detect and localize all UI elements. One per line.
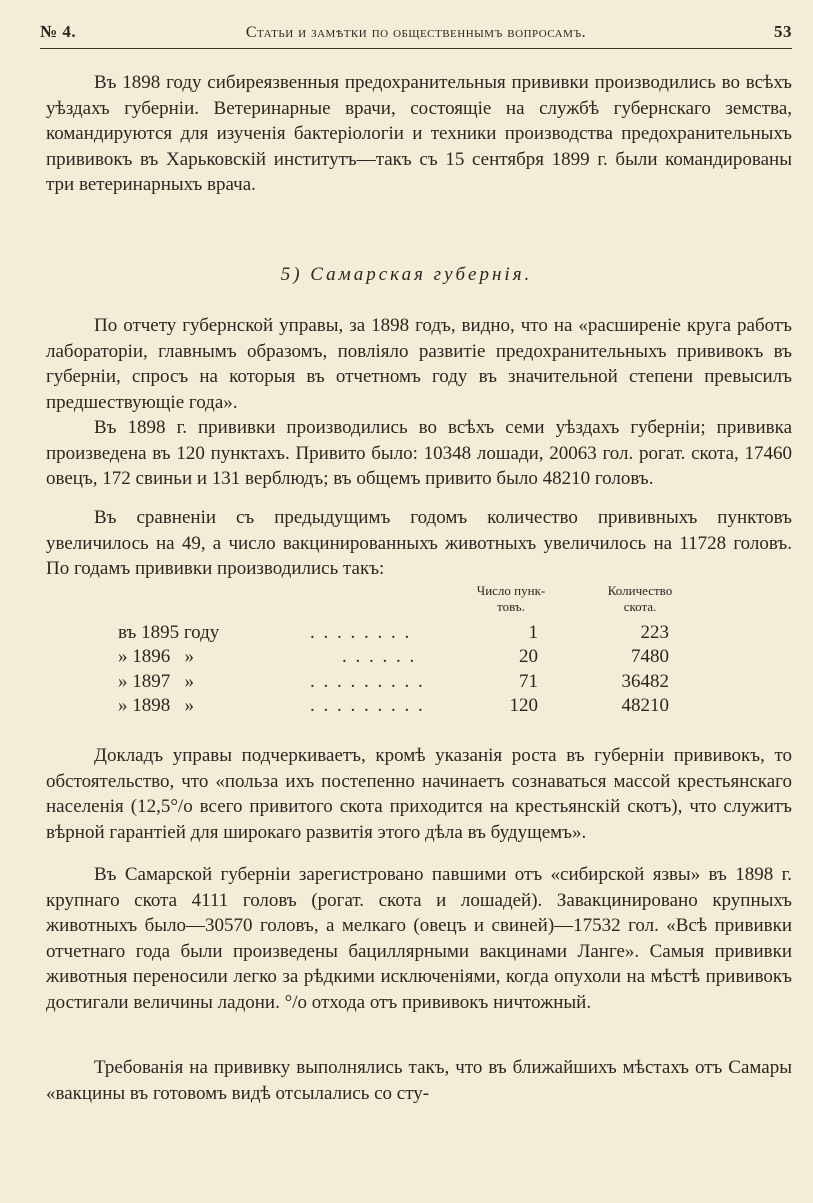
paragraph-counties: Въ 1898 г. прививки производились во всѣхъ семи уѣздахъ губерніи; прививка произведена въ 120 пунктахъ. Привито было: 10348 лошади, 20063 гол. рогат. скота, 17460 овецъ, 172 свиньи и 131 верблюдъ; въ общемъ привито было 48210 головъ. xyxy=(46,417,792,490)
table-cell-year: въ 1895 году xyxy=(118,622,220,643)
table-cell-points: 120 xyxy=(509,695,538,716)
table-cell-points: 1 xyxy=(528,622,538,643)
table-cell-dots: . . . . . . . . xyxy=(310,622,412,643)
table-row xyxy=(0,671,813,695)
paragraph-requests: Требованія на прививку выполнялись такъ, что въ ближайшихъ мѣстахъ отъ Самары «вакцины въ готовомъ видѣ отсылались со сту- xyxy=(46,1057,792,1104)
table-cell-dots: . . . . . . . . . xyxy=(310,671,425,692)
table-cell-year: » 1898 » xyxy=(118,695,194,716)
table-cell-cattle: 36482 xyxy=(621,671,669,692)
table-cell-cattle: 7480 xyxy=(631,646,669,667)
table-cell-cattle: 48210 xyxy=(621,695,669,716)
section-title: 5) Самарская губернія. xyxy=(280,264,533,285)
table-cell-year: » 1897 » xyxy=(118,671,194,692)
paragraph-vaccination-1898: Въ 1898 году сибиреязвенныя предохранительныя прививки производились во всѣхъ уѣздахъ губерніи. Ветеринарные врачи, состоящіе на службѣ губернскаго земства, командируются для изученія бактеріологіи и техники производства предохранительныхъ прививокъ въ Харьковскій институтъ—такъ съ 15 сентября 1899 г. были командированы три ветеринарныхъ врача. xyxy=(46,72,792,196)
paragraph-comparison: Въ сравненіи съ предыдущимъ годомъ количество прививныхъ пунктовъ увеличилось на 49, а число вакцинированныхъ животныхъ увеличилось на 11728 головъ. По годамъ прививки производились такъ: xyxy=(46,507,792,580)
table-cell-points: 20 xyxy=(519,646,538,667)
table-cell-dots: . . . . . . . . . xyxy=(310,695,425,716)
table-header-points: Число пунк-товъ. xyxy=(476,583,546,614)
table-row xyxy=(0,695,813,719)
table-row xyxy=(0,646,813,670)
paragraph-council-report: Докладъ управы подчеркиваетъ, кромѣ указанія роста въ губерніи прививокъ, то обстоятельство, что «польза ихъ постепенно начинаетъ сознаваться массой крестьянскаго населенія (12,5°/о всего привитого скота приходится на крестьянскій скотъ), что служитъ вѣрной гарантіей для широкаго развитія этого дѣла въ будущемъ». xyxy=(46,745,792,843)
table-cell-points: 71 xyxy=(519,671,538,692)
paragraph-report: По отчету губернской управы, за 1898 годъ, видно, что на «расширеніе круга работъ лабораторіи, главнымъ образомъ, повліяло развитіе предохранительныхъ прививокъ въ губерніи, спросъ на которыя въ отчетномъ году въ значительной степени превысилъ предшествующіе года». xyxy=(46,315,792,413)
page-number: 53 xyxy=(774,22,792,41)
issue-number: № 4. xyxy=(40,22,77,41)
paragraph-samara-anthrax: Въ Самарской губерніи зарегистровано павшими отъ «сибирской язвы» въ 1898 г. крупнаго скота 4111 головъ (рогат. скота и лошадей). Завакцинировано крупныхъ животныхъ было—30570 головъ, а мелкаго (овецъ и свиней)—17532 гол. «Всѣ прививки отчетнаго года были произведены бациллярными вакцинами Ланге». Самыя прививки животныя переносили легко за рѣдкими исключеніями, когда опухоли на мѣстѣ прививокъ достигали величины ладони. °/о отхода отъ прививокъ ничтожный. xyxy=(46,864,792,1013)
table-header-cattle: Количество скота. xyxy=(607,583,673,614)
table-cell-year: » 1896 » xyxy=(118,646,194,667)
table-cell-dots: . . . . . . xyxy=(342,646,417,667)
table-row xyxy=(0,622,813,646)
running-title: Статьи и замѣтки по общественнымъ вопросамъ. xyxy=(245,24,587,41)
page-header xyxy=(40,20,792,49)
table-cell-cattle: 223 xyxy=(640,622,669,643)
